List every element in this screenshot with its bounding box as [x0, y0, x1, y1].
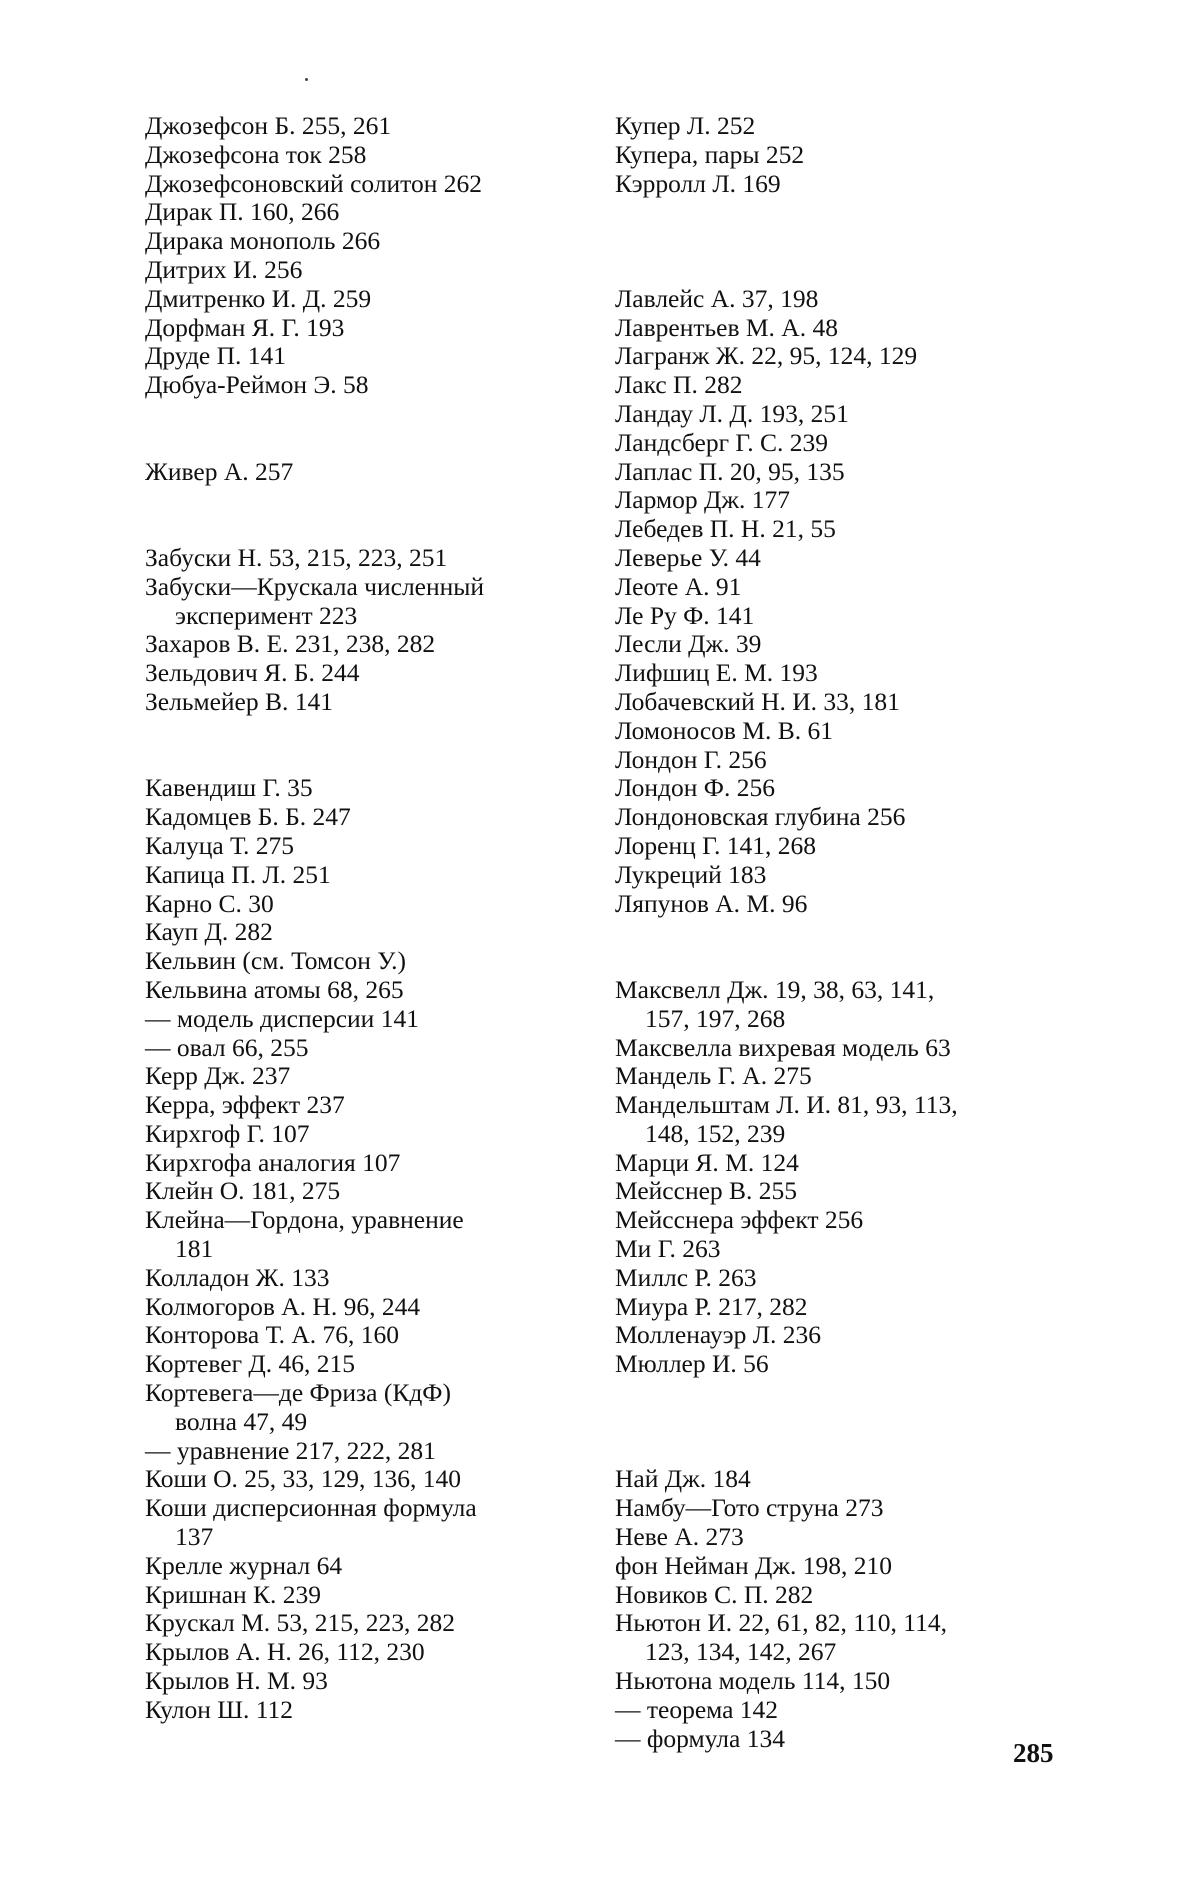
index-entry: Конторова Т. А. 76, 160	[145, 1321, 595, 1350]
index-entry: Клейна—Гордона, уравнение	[145, 1206, 595, 1235]
index-entry: Лаврентьев М. А. 48	[615, 314, 1065, 343]
index-entry: Максвелла вихревая модель 63	[615, 1034, 1065, 1063]
index-entry: Мейсснер В. 255	[615, 1177, 1065, 1206]
index-entry: — модель дисперсии 141	[145, 1005, 595, 1034]
index-entry: Кортевег Д. 46, 215	[145, 1350, 595, 1379]
index-entry: Купера, пары 252	[615, 141, 1065, 170]
index-entry: Лагранж Ж. 22, 95, 124, 129	[615, 342, 1065, 371]
index-entry: Ломоносов М. В. 61	[615, 717, 1065, 746]
index-entry-continuation: 181	[145, 1235, 595, 1264]
index-entry: Забуски Н. 53, 215, 223, 251	[145, 544, 595, 573]
index-entry: — теорема 142	[615, 1696, 1065, 1725]
index-entry: Ле Ру Ф. 141	[615, 602, 1065, 631]
index-column-right	[615, 112, 1065, 1753]
index-entry: Дорфман Я. Г. 193	[145, 314, 595, 343]
index-entry: Кулон Ш. 112	[145, 1696, 595, 1725]
section-gap	[615, 198, 1065, 256]
index-entry: Максвелл Дж. 19, 38, 63, 141,	[615, 976, 1065, 1005]
index-entry: Ньютона модель 114, 150	[615, 1667, 1065, 1696]
index-entry: Колладон Ж. 133	[145, 1264, 595, 1293]
index-entry: Карно С. 30	[145, 890, 595, 919]
index-entry: Зельмейер В. 141	[145, 688, 595, 717]
section-gap	[145, 400, 595, 458]
index-entry: Марци Я. М. 124	[615, 1149, 1065, 1178]
index-entry: Лондон Г. 256	[615, 746, 1065, 775]
index-entry-continuation: 137	[145, 1523, 595, 1552]
index-entry: Ландсберг Г. С. 239	[615, 429, 1065, 458]
index-entry: Ньютон И. 22, 61, 82, 110, 114,	[615, 1609, 1065, 1638]
index-entry: Джозефсон Б. 255, 261	[145, 112, 595, 141]
index-entry: Живер А. 257	[145, 458, 595, 487]
index-entry: — формула 134	[615, 1725, 1065, 1754]
index-entry: Лаплас П. 20, 95, 135	[615, 458, 1065, 487]
index-entry: Дитрих И. 256	[145, 256, 595, 285]
index-entry: Мандельштам Л. И. 81, 93, 113,	[615, 1091, 1065, 1120]
index-entry: Кирхгоф Г. 107	[145, 1120, 595, 1149]
index-entry: Джозефсона ток 258	[145, 141, 595, 170]
section-gap	[145, 717, 595, 775]
index-entry: Лондоновская глубина 256	[615, 803, 1065, 832]
index-entry: Леверье У. 44	[615, 544, 1065, 573]
index-entry: Зельдович Я. Б. 244	[145, 659, 595, 688]
index-entry: Ландау Л. Д. 193, 251	[615, 400, 1065, 429]
index-entry: Друде П. 141	[145, 342, 595, 371]
index-entry: Ляпунов А. М. 96	[615, 890, 1065, 919]
index-entry: Крылов А. Н. 26, 112, 230	[145, 1638, 595, 1667]
index-entry: Новиков С. П. 282	[615, 1581, 1065, 1610]
index-entry: Миура Р. 217, 282	[615, 1293, 1065, 1322]
index-entry: Лондон Ф. 256	[615, 774, 1065, 803]
index-entry: Лоренц Г. 141, 268	[615, 832, 1065, 861]
index-entry: Купер Л. 252	[615, 112, 1065, 141]
index-entry: Захаров В. Е. 231, 238, 282	[145, 630, 595, 659]
index-entry: Лобачевский Н. И. 33, 181	[615, 688, 1065, 717]
index-entry: Крускал М. 53, 215, 223, 282	[145, 1609, 595, 1638]
index-entry: Капица П. Л. 251	[145, 861, 595, 890]
index-entry-continuation: 157, 197, 268	[615, 1005, 1065, 1034]
print-speck	[305, 78, 308, 81]
index-entry: Кришнан К. 239	[145, 1581, 595, 1610]
index-entry: Най Дж. 184	[615, 1465, 1065, 1494]
index-entry-continuation: 123, 134, 142, 267	[615, 1638, 1065, 1667]
index-entry: Дирак П. 160, 266	[145, 198, 595, 227]
section-gap	[615, 256, 1065, 285]
index-entry: Мюллер И. 56	[615, 1350, 1065, 1379]
section-gap	[145, 486, 595, 544]
index-entry: Коши О. 25, 33, 129, 136, 140	[145, 1465, 595, 1494]
index-entry: — овал 66, 255	[145, 1034, 595, 1063]
index-entry-continuation: 148, 152, 239	[615, 1120, 1065, 1149]
index-entry: Дмитренко И. Д. 259	[145, 285, 595, 314]
page-number: 285	[1013, 1738, 1054, 1769]
index-entry: Лавлейс А. 37, 198	[615, 285, 1065, 314]
index-entry: Молленауэр Л. 236	[615, 1321, 1065, 1350]
section-gap	[615, 1437, 1065, 1466]
index-entry: Кэрролл Л. 169	[615, 170, 1065, 199]
index-entry: Коши дисперсионная формула	[145, 1494, 595, 1523]
index-entry: Лесли Дж. 39	[615, 630, 1065, 659]
index-entry-continuation: эксперимент 223	[145, 602, 595, 631]
index-entry: Забуски—Крускала численный	[145, 573, 595, 602]
index-entry: Кадомцев Б. Б. 247	[145, 803, 595, 832]
index-entry: Неве А. 273	[615, 1523, 1065, 1552]
index-entry: Клейн О. 181, 275	[145, 1177, 595, 1206]
index-entry: Джозефсоновский солитон 262	[145, 170, 595, 199]
section-gap	[615, 918, 1065, 976]
index-entry: Керр Дж. 237	[145, 1062, 595, 1091]
index-entry: Дирака монополь 266	[145, 227, 595, 256]
index-entry: Намбу—Гото струна 273	[615, 1494, 1065, 1523]
index-entry: фон Нейман Дж. 198, 210	[615, 1552, 1065, 1581]
index-entry: Колмогоров А. Н. 96, 244	[145, 1293, 595, 1322]
index-entry: Лукреций 183	[615, 861, 1065, 890]
index-column-left	[145, 112, 595, 1725]
index-entry: Лифшиц Е. М. 193	[615, 659, 1065, 688]
index-entry: Калуца Т. 275	[145, 832, 595, 861]
index-entry: Крылов Н. М. 93	[145, 1667, 595, 1696]
section-gap	[615, 1379, 1065, 1437]
index-entry: Лармор Дж. 177	[615, 486, 1065, 515]
index-entry: Кельвина атомы 68, 265	[145, 976, 595, 1005]
index-entry: Керра, эффект 237	[145, 1091, 595, 1120]
index-entry: Лебедев П. Н. 21, 55	[615, 515, 1065, 544]
index-entry: Миллс Р. 263	[615, 1264, 1065, 1293]
index-entry: Кауп Д. 282	[145, 918, 595, 947]
index-entry-continuation: волна 47, 49	[145, 1408, 595, 1437]
index-entry: — уравнение 217, 222, 281	[145, 1437, 595, 1466]
index-entry: Мандель Г. А. 275	[615, 1062, 1065, 1091]
index-entry: Ми Г. 263	[615, 1235, 1065, 1264]
index-entry: Крелле журнал 64	[145, 1552, 595, 1581]
index-entry: Мейсснера эффект 256	[615, 1206, 1065, 1235]
index-entry: Лакс П. 282	[615, 371, 1065, 400]
index-entry: Леоте А. 91	[615, 573, 1065, 602]
index-entry: Кавендиш Г. 35	[145, 774, 595, 803]
index-entry: Кирхгофа аналогия 107	[145, 1149, 595, 1178]
index-entry: Кельвин (см. Томсон У.)	[145, 947, 595, 976]
index-entry: Дюбуа-Реймон Э. 58	[145, 371, 595, 400]
index-entry: Кортевега—де Фриза (КдФ)	[145, 1379, 595, 1408]
